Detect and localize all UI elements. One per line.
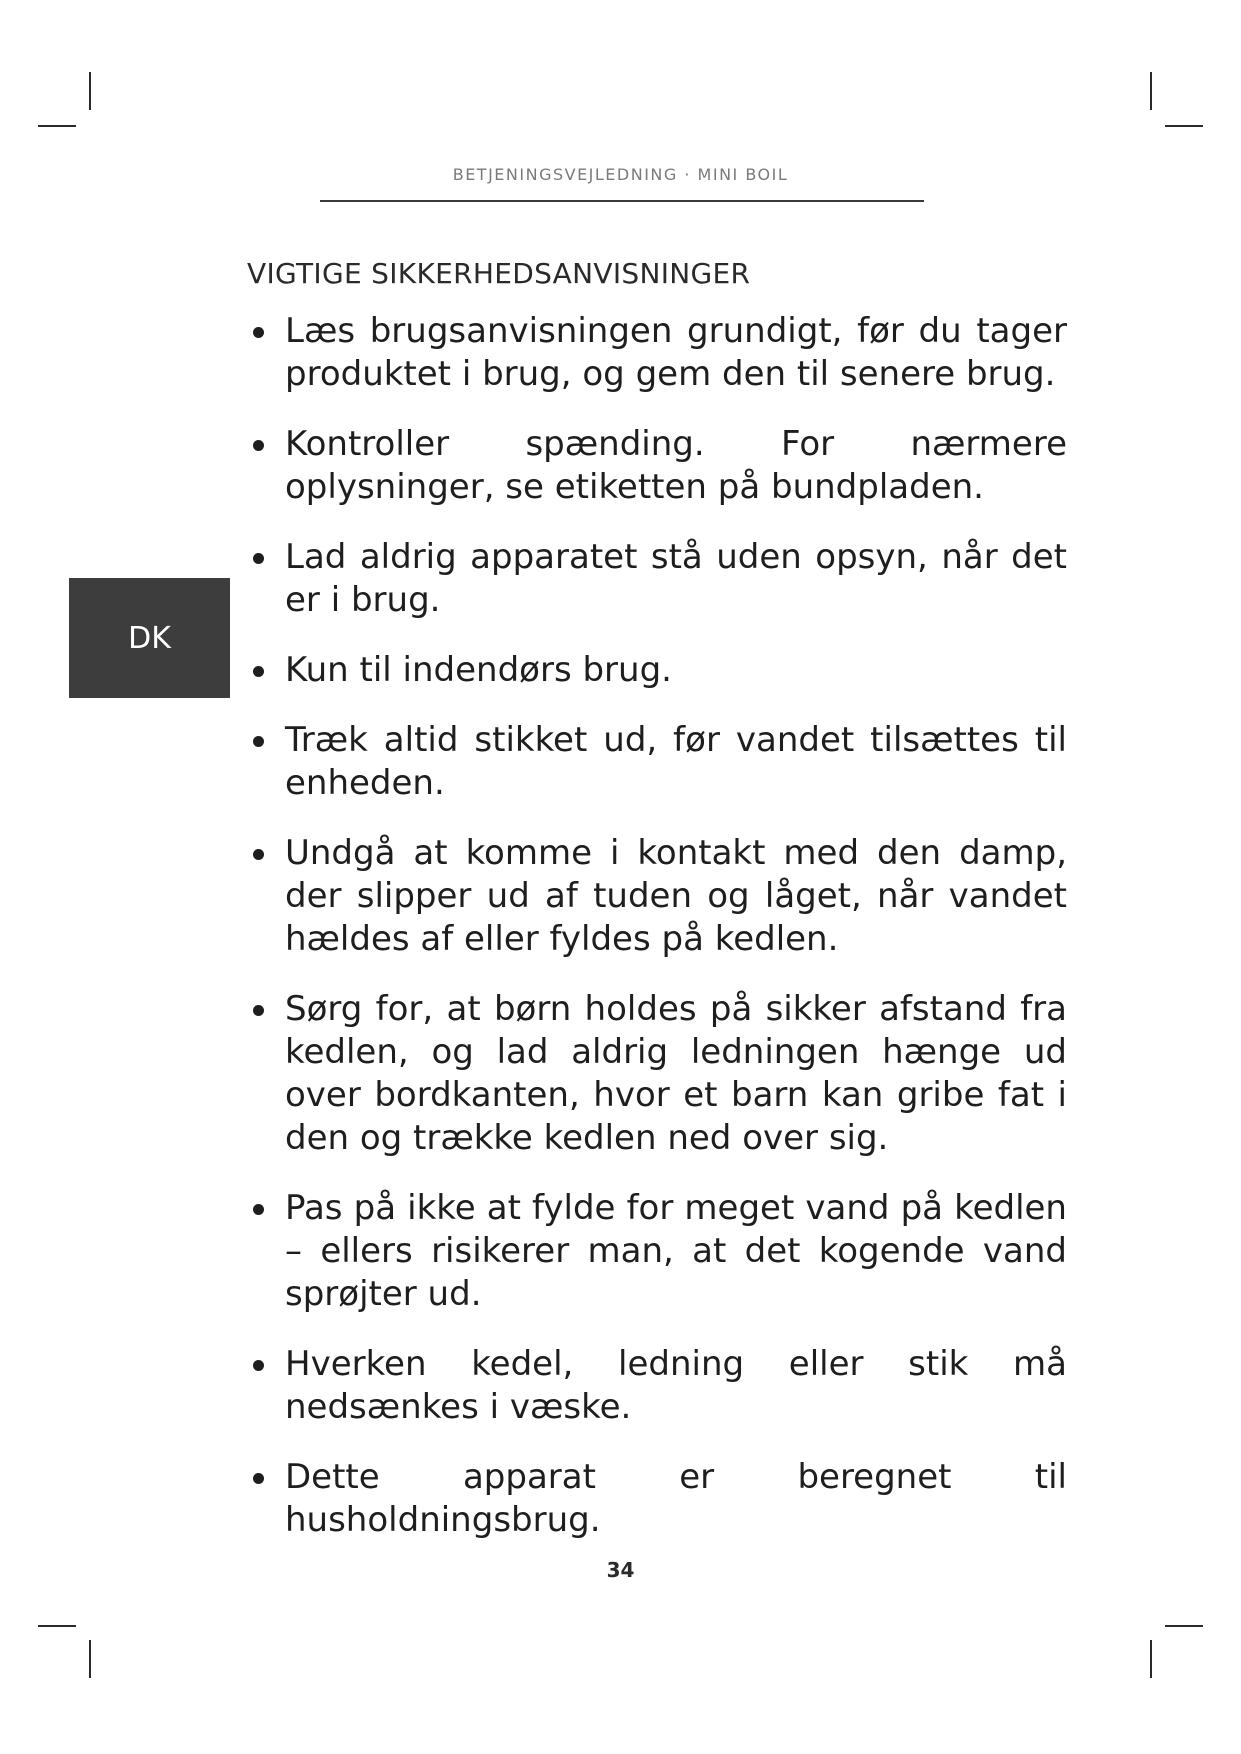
bullet-icon (253, 1473, 264, 1484)
bullet-icon (253, 849, 264, 860)
crop-mark-top-left-vertical (89, 72, 91, 110)
crop-mark-top-left-horizontal (38, 125, 76, 127)
list-item-text: Træk altid stikket ud, før vandet tilsættes til enheden. (285, 720, 1067, 803)
bullet-icon (253, 440, 264, 451)
list-item (247, 310, 1067, 396)
bullet-icon (253, 736, 264, 747)
list-item (247, 988, 1067, 1160)
list-item-text: Kun til indendørs brug. (285, 650, 672, 690)
list-item-text: Hverken kedel, ledning eller stik må nedsænkes i væske. (285, 1344, 1067, 1427)
list-item (247, 536, 1067, 622)
list-item-text: Sørg for, at børn holdes på sikker afstand fra kedlen, og lad aldrig ledningen hænge ud over bordkanten, hvor et barn kan gribe fat i den og trække kedlen ned over sig. (285, 989, 1067, 1158)
safety-instructions-list (247, 310, 1067, 1569)
list-item-text: Læs brugsanvisningen grundigt, før du tager produktet i brug, og gem den til senere brug. (285, 311, 1067, 394)
list-item (247, 423, 1067, 509)
language-tab-label: DK (128, 620, 171, 656)
list-item (247, 832, 1067, 961)
section-title: VIGTIGE SIKKERHEDSANVISNINGER (247, 257, 751, 290)
bullet-icon (253, 1204, 264, 1215)
bullet-icon (253, 1005, 264, 1016)
page-number: 34 (606, 1558, 635, 1582)
crop-mark-top-right-horizontal (1165, 125, 1203, 127)
bullet-icon (253, 1360, 264, 1371)
crop-mark-bottom-right-vertical (1150, 1640, 1152, 1678)
bullet-icon (253, 553, 264, 564)
list-item-text: Lad aldrig apparatet stå uden opsyn, når det er i brug. (285, 537, 1067, 620)
list-item (247, 649, 1067, 692)
list-item-text: Pas på ikke at fylde for meget vand på kedlen – ellers risikerer man, at det kogende vand sprøjter ud. (285, 1188, 1067, 1314)
list-item (247, 1343, 1067, 1429)
crop-mark-bottom-right-horizontal (1165, 1625, 1203, 1627)
list-item-text: Dette apparat er beregnet til husholdningsbrug. (285, 1457, 1067, 1540)
list-item (247, 1456, 1067, 1542)
language-tab (69, 578, 230, 698)
crop-mark-bottom-left-horizontal (38, 1625, 76, 1627)
list-item-text: Undgå at komme i kontakt med den damp, der slipper ud af tuden og låget, når vandet hældes af eller fyldes på kedlen. (285, 833, 1067, 959)
list-item-text: Kontroller spænding. For nærmere oplysninger, se etiketten på bundpladen. (285, 424, 1067, 507)
running-header: BETJENINGSVEJLEDNING · MINI BOIL (452, 165, 789, 184)
crop-mark-bottom-left-vertical (89, 1640, 91, 1678)
bullet-icon (253, 327, 264, 338)
header-divider (320, 200, 924, 202)
list-item (247, 719, 1067, 805)
list-item (247, 1187, 1067, 1316)
bullet-icon (253, 666, 264, 677)
crop-mark-top-right-vertical (1150, 72, 1152, 110)
